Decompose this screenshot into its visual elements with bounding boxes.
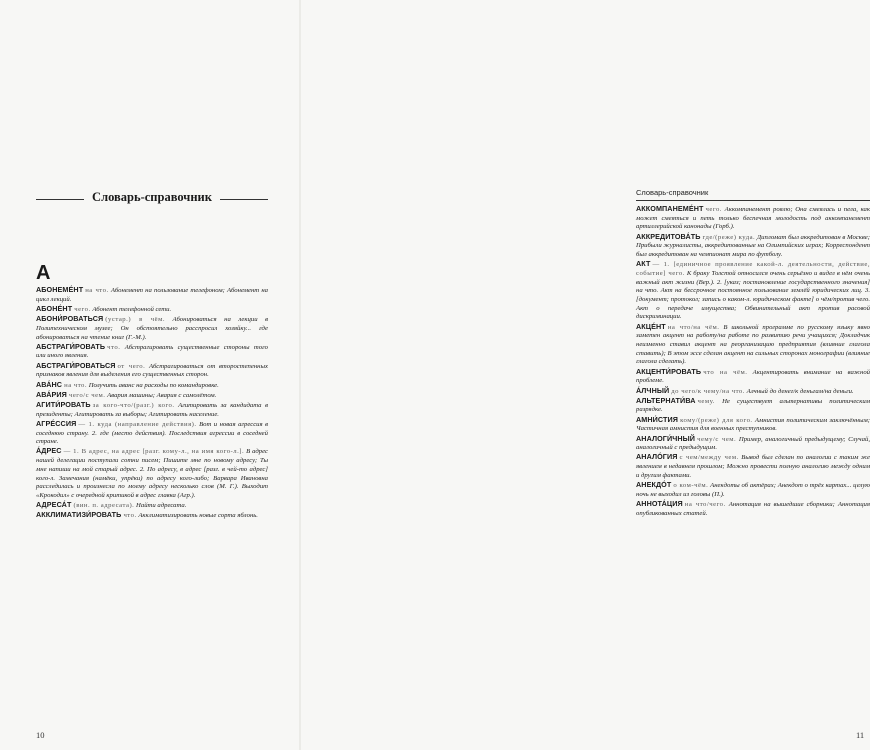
right-page [300,0,870,750]
entry-examples: Аннотация на вышедшие сборники; Аннотация опубликованных статей. [636,501,870,517]
entry-grammar: от чего. [117,362,146,370]
entry-grammar: чему. [697,397,715,405]
running-head: Словарь-справочник [636,188,709,197]
entry-examples: В адрес нашей делегации поступали сотни писем; Пишите мне по новому адресу; Ты мне напиши на мой старый адрес. 2. По адресу, в адрес [разг. в чей-то адрес] кого-л. Замечания (намёки, упрёки) по адресу кого-либо; Варвара Ивановна расследилась и произнесла по моему адресу несколько слов (М. Г.). Выходит «Крокодил» с очередной критикой в адрес главка (Агр.). [36,448,268,499]
entry-examples: Дипломат был аккредитован в Москве; Прибыли журналисты, аккредитованные на Олимпийских играх; Корреспондент был аккредитован на чемпионат мира по футболу. [636,233,870,259]
page-number-left: 10 [36,730,45,740]
entry-examples: Агитировать за кандидата в президенты; Агитировать за выборы; Агитировать население. [36,401,268,418]
entry-examples: Акцентировать внимание на важной проблеме. [636,368,870,385]
entry-headword: АГРЕ́ССИЯ [36,418,77,428]
dictionary-entry [36,511,268,521]
entry-grammar: на что/чего. [684,501,726,508]
entry-grammar: — 1. куда (направление действия). [78,420,197,428]
left-page [0,0,300,750]
entry-examples: Амнистия политическим заключённым; Частичная амнистия для военных преступников. [636,416,870,433]
dictionary-entry [36,401,268,419]
entry-examples: Вот и новая агрессия в соседнюю страну. 2. где (место действия). Последствия агрессии в соседней стране. [36,420,269,446]
dictionary-entry [636,435,870,453]
entry-grammar: — 1. [единичное проявление какой-л. деятельности, действие, событие] чего. [636,261,870,277]
entry-grammar: (устар.) в чём. [105,316,165,324]
entry-headword: АБОНЕ́НТ [36,303,73,313]
dictionary-entry [36,447,268,500]
entry-grammar: — 1. В адрес, на адрес [разг. кому-л., на имя кого-л.]. [63,448,245,456]
dictionary-entry [36,315,268,342]
entry-headword: А́ДРЕС [36,446,62,456]
entry-headword: АКТ [636,259,651,269]
entry-headword: АВА́РИЯ [36,389,67,399]
entry-headword: АКЦЕНТИ́РОВАТЬ [636,366,702,376]
entry-grammar: что на чём. [703,368,748,376]
entry-examples: Аккомпанемент роялю; Она смеялась и пела, как может смеяться и петь только беспечная молодость под аккомпанемент артиллерийской канонады (Горб.). [636,206,870,231]
entry-list-left [36,286,268,668]
entry-examples: Абстрагироваться от второстепенных признаков явления для выделения его существенных сторон. [36,362,268,379]
entry-headword: АККРЕДИТОВА́ТЬ [636,231,701,241]
entry-examples: Абонемент на пользование телефоном; Абонемент на цикл лекций. [36,287,268,303]
entry-headword: А́ЛЧНЫЙ [636,385,670,395]
dictionary-entry [636,500,870,518]
entry-list-right [636,205,870,735]
entry-examples: Анекдоты об актёрах; Анекдот о трёх картах... целую ночь не выходил из головы (П.). [636,482,870,498]
entry-examples: Алчный до денег/к деньгам/на деньги. [746,387,854,395]
entry-grammar: чему/с чем. [697,435,737,443]
dictionary-entry [636,416,870,434]
chapter-rule-right [220,199,268,200]
entry-grammar: где/(реже) куда. [702,233,756,241]
entry-examples: Получить аванс на расходы по командировке. [88,381,219,389]
entry-headword: АБСТРАГИ́РОВАТЬ [36,341,106,351]
entry-examples: Абстрагировать существенные стороны того или иного явления. [36,343,268,360]
dictionary-entry [636,387,870,397]
entry-headword: АККОМПАНЕМЕ́НТ [636,204,704,213]
page-number-right: 11 [856,730,865,740]
entry-grammar: кому/(реже) для кого. [680,416,753,424]
running-head-rule [636,200,870,201]
entry-headword: АБСТРАГИ́РОВАТЬСЯ [36,360,116,370]
entry-headword: АНАЛОГИ́ЧНЫЙ [636,433,696,443]
entry-examples: Пример, аналогичный предыдущему; Случай, аналогичный с предыдущим. [636,435,870,452]
entry-examples: Абонент телефонной сети. [92,305,172,313]
entry-grammar: с чем/между чем. [679,454,739,462]
entry-grammar: о ком-чём. [673,482,709,490]
chapter-header [36,190,268,208]
dictionary-entry [636,453,870,480]
entry-grammar: что. [107,343,121,351]
entry-grammar: чего/с чем. [68,391,106,399]
entry-examples: Авария машины; Авария с самолётом. [107,391,217,399]
entry-headword: АНАЛО́ГИЯ [636,452,678,462]
entry-headword: АКЦЕ́НТ [636,321,666,331]
entry-grammar: что. [123,512,137,520]
dictionary-entry [636,397,870,415]
entry-headword: АЛЬТЕРНАТИ́ВА [636,395,696,405]
dictionary-entry [36,391,268,401]
entry-grammar: за кого-что/(разг.) кого. [92,401,175,409]
entry-grammar: (вин. п. адресата). [73,502,135,510]
entry-headword: АВА́НС [36,379,63,389]
dictionary-entry [36,362,268,380]
entry-grammar: на что/на чём. [667,323,720,331]
dictionary-entry [636,368,870,386]
entry-headword: АНЕКДО́Т [636,480,672,490]
entry-examples: В школьной программе по русскому языку явно заметен акцент на работу/на работе по развитию речи учащихся; Докладчик неизменно ставил акцент на реорганизацию предприятия (влияние глагола ставить); В этом эссе сделан акцент на сильных сторонах монографии (влияние глагола сделать). [636,323,870,366]
letter-heading: А [36,262,51,284]
dictionary-entry [36,420,268,447]
dictionary-entry [636,260,870,322]
entry-headword: АБОНЕМЕ́НТ [36,285,84,294]
dictionary-entry [36,286,268,304]
entry-grammar: чего. [74,305,91,313]
dictionary-entry [636,481,870,499]
entry-examples: Найти адресата. [136,502,187,510]
dictionary-entry [636,205,870,232]
entry-grammar: чего. [705,206,722,213]
entry-examples: Абонироваться на лекции в Политехническом музее; Он обстоятельно расспросил хозяйку... где абонироваться на чтение книг (Г.-М.). [36,316,268,341]
entry-grammar: на что. [64,381,88,389]
dictionary-entry [36,343,268,361]
entry-examples: Акклиматизировать новые сорта яблонь. [138,512,258,520]
dictionary-entry [36,381,268,391]
dictionary-entry [636,323,870,368]
entry-headword: АННОТА́ЦИЯ [636,499,683,508]
entry-grammar: до чего/к чему/на что. [671,387,745,395]
entry-headword: АДРЕСА́Т [36,500,72,510]
entry-headword: АККЛИМАТИЗИ́РОВАТЬ [36,510,122,520]
entry-grammar: на что. [85,287,109,294]
dictionary-entry [636,233,870,260]
chapter-rule-left [36,199,84,200]
entry-examples: К браку Толстой относился очень серьёзно и видел в нём очень важный акт жизни (Вер.). 2. [указ; постановление государственного значения] на что. Акт на бессрочное постоянное пользование землёй юридических лиц. 3. [документ; протокол; запись о каком-л. юридическом факте] о чём/против чего. Акт о передаче имущества; Обвинительный акт против расовой дискриминации. [636,269,870,321]
chapter-title: Словарь-справочник [92,190,212,204]
entry-headword: АБОНИ́РОВАТЬСЯ [36,314,104,324]
entry-examples: Не существует альтернативы политическим разрядке. [636,397,870,414]
entry-headword: АМНИ́СТИЯ [636,414,679,424]
entry-headword: АГИТИ́РОВАТЬ [36,399,91,409]
entry-examples: Вывод был сделан по аналогии с таким же явлением в недавнем прошлом; Можно провести полную аналогию между одним и другим фактами. [636,454,870,479]
